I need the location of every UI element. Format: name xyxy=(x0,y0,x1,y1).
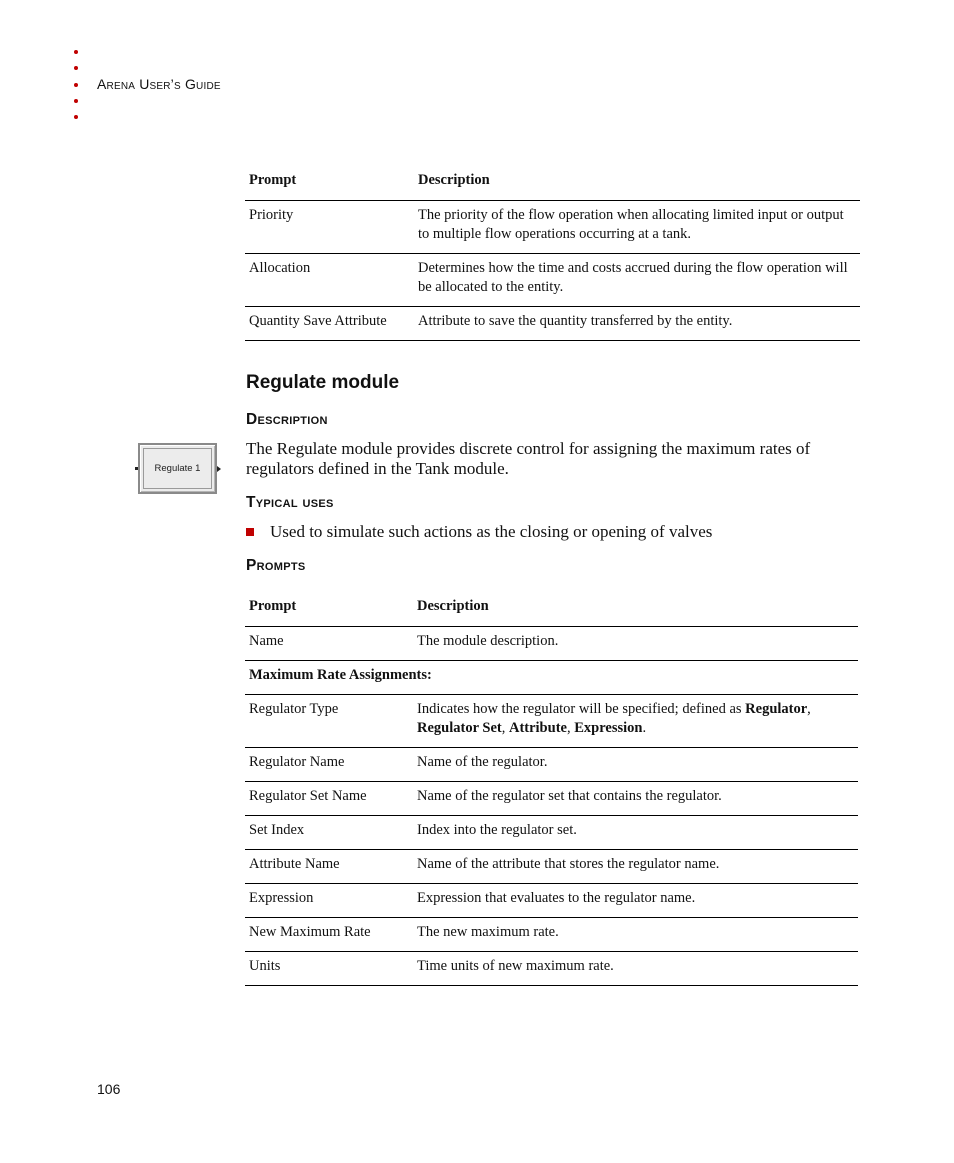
margin-bullet xyxy=(74,83,78,87)
entry-port-icon xyxy=(135,467,138,470)
prompt-table-top xyxy=(245,161,860,341)
description-cell: Expression that evaluates to the regulator name. xyxy=(413,884,858,918)
description-cell: Attribute to save the quantity transferred by the entity. xyxy=(414,307,860,341)
section-title: Regulate module xyxy=(246,372,400,393)
option-expression: Expression xyxy=(574,720,643,736)
table-row xyxy=(245,816,858,850)
margin-bullet xyxy=(74,99,78,103)
description-cell: The new maximum rate. xyxy=(413,918,858,952)
prompt-cell: Name xyxy=(245,627,413,661)
column-header-prompt: Prompt xyxy=(245,161,414,201)
margin-bullet xyxy=(74,115,78,119)
sentence-end: . xyxy=(642,720,647,736)
group-heading-cell: Maximum Rate Assignments: xyxy=(245,661,858,695)
option-regulator-set: Regulator Set xyxy=(417,720,502,736)
table-group-row xyxy=(245,661,858,695)
prompt-cell: Attribute Name xyxy=(245,850,413,884)
exit-port-icon xyxy=(217,466,221,472)
description-cell: Name of the regulator set that contains the regulator. xyxy=(413,782,858,816)
prompt-table-regulate xyxy=(245,587,858,986)
separator: , xyxy=(566,720,575,736)
prompt-cell: Units xyxy=(245,952,413,986)
separator: , xyxy=(501,720,509,736)
description-cell: Determines how the time and costs accrued during the flow operation will be allocated to the entity. xyxy=(414,254,860,307)
typical-uses-heading: Typical uses xyxy=(246,494,334,511)
running-head: Arena User’s Guide xyxy=(97,76,221,92)
table-row xyxy=(245,627,858,661)
table-row xyxy=(245,850,858,884)
prompt-cell: New Maximum Rate xyxy=(245,918,413,952)
table-row xyxy=(245,884,858,918)
table-row xyxy=(245,307,860,341)
description-paragraph: The Regulate module provides discrete control for assigning the maximum rates of regulators defined in the Tank module. xyxy=(246,439,811,478)
column-header-description: Description xyxy=(414,161,860,201)
table-row xyxy=(245,695,858,748)
table-row xyxy=(245,254,860,307)
description-cell xyxy=(413,695,858,748)
table-row xyxy=(245,201,860,254)
square-bullet-icon xyxy=(246,528,254,536)
option-regulator: Regulator xyxy=(745,701,808,717)
regulate-module-icon xyxy=(138,443,217,494)
column-header-description: Description xyxy=(413,587,858,627)
description-cell: Name of the regulator. xyxy=(413,748,858,782)
table-row xyxy=(245,782,858,816)
description-cell: The module description. xyxy=(413,627,858,661)
prompt-cell: Regulator Set Name xyxy=(245,782,413,816)
table-row xyxy=(245,952,858,986)
prompt-cell: Regulator Type xyxy=(245,695,413,748)
table-row xyxy=(245,748,858,782)
prompt-cell: Expression xyxy=(245,884,413,918)
prompts-heading: Prompts xyxy=(246,557,306,574)
prompt-cell: Priority xyxy=(245,201,414,254)
list-item xyxy=(246,522,712,542)
table-header-row xyxy=(245,587,858,627)
column-header-prompt: Prompt xyxy=(245,587,413,627)
description-text: Indicates how the regulator will be specified; defined as xyxy=(417,701,746,717)
prompt-cell: Quantity Save Attribute xyxy=(245,307,414,341)
description-cell: Index into the regulator set. xyxy=(413,816,858,850)
separator: , xyxy=(807,701,811,717)
prompt-cell: Set Index xyxy=(245,816,413,850)
description-heading: Description xyxy=(246,411,328,428)
prompt-cell: Allocation xyxy=(245,254,414,307)
margin-bullet xyxy=(74,50,78,54)
module-label: Regulate 1 xyxy=(143,448,212,489)
margin-bullet xyxy=(74,66,78,70)
description-cell: The priority of the flow operation when allocating limited input or output to multiple flow operations occurring at a tank. xyxy=(414,201,860,254)
description-cell: Time units of new maximum rate. xyxy=(413,952,858,986)
description-cell: Name of the attribute that stores the regulator name. xyxy=(413,850,858,884)
list-item-text: Used to simulate such actions as the closing or opening of valves xyxy=(270,522,713,541)
prompt-cell: Regulator Name xyxy=(245,748,413,782)
table-row xyxy=(245,918,858,952)
page-number: 106 xyxy=(97,1081,121,1097)
option-attribute: Attribute xyxy=(508,720,567,736)
table-header-row xyxy=(245,161,860,201)
